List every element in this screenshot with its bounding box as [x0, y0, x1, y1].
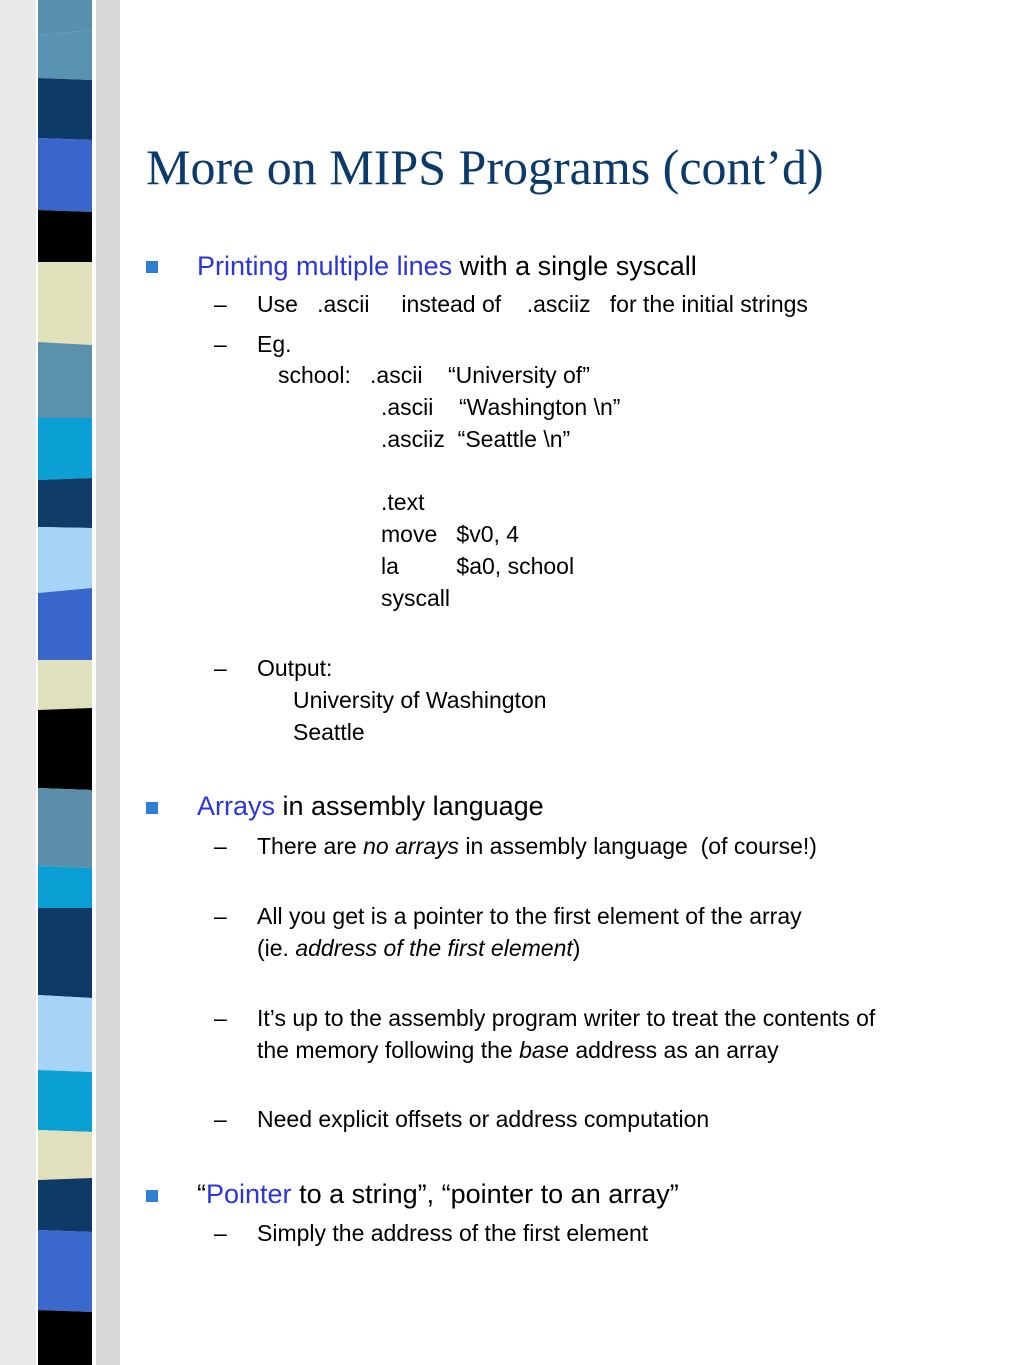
bullet-arrays [197, 793, 544, 820]
output-line: Seattle [293, 719, 365, 745]
code-line: la $a0, school [381, 553, 575, 579]
dash-icon: – [214, 331, 227, 357]
text-segment: address as an array [568, 1037, 779, 1063]
italic-text: no arrays [363, 833, 459, 859]
sub-bullet-output: Output: [257, 655, 333, 681]
output-line: University of Washington [293, 687, 547, 713]
italic-text: base [519, 1037, 569, 1063]
code-line: .text [381, 489, 425, 515]
bullet-printing-multiple-lines [197, 253, 697, 280]
highlight-text: Arrays [197, 791, 276, 821]
sub-bullet-program-writer: It’s up to the assembly program writer to treat the contents of [257, 1005, 876, 1031]
dash-icon: – [214, 903, 227, 929]
text-segment: (ie. [257, 935, 296, 961]
bullet-text: with a single syscall [452, 251, 697, 281]
dash-icon: – [214, 1220, 227, 1246]
sub-bullet-eg: Eg. [257, 331, 292, 357]
code-line: move $v0, 4 [381, 521, 520, 547]
code-line: syscall [381, 585, 451, 611]
sub-bullet-address-first-element: Simply the address of the first element [257, 1220, 649, 1246]
dash-icon: – [214, 1005, 227, 1031]
italic-text: address of the first element [295, 935, 573, 961]
dash-icon: – [214, 833, 227, 859]
code-line: school: .ascii “University of” [278, 362, 590, 388]
bullet-square-icon [146, 802, 158, 814]
bullet-pointer [197, 1181, 679, 1208]
sub-bullet-program-writer-cont [257, 1039, 779, 1062]
sub-bullet-pointer-first-element-cont [257, 937, 580, 960]
decorative-stripe [0, 0, 120, 1365]
bullet-text: to a string”, “pointer to an array” [291, 1179, 679, 1209]
bullet-text: in assembly language [275, 791, 544, 821]
sub-bullet-explicit-offsets: Need explicit offsets or address computation [257, 1106, 710, 1132]
dash-icon: – [214, 655, 227, 681]
text-segment: “ [197, 1179, 206, 1209]
text-segment: the memory following the [257, 1037, 520, 1063]
highlight-text: Pointer [206, 1179, 292, 1209]
sub-bullet-no-arrays [257, 835, 817, 858]
dash-icon: – [214, 291, 227, 317]
dash-icon: – [214, 1106, 227, 1132]
code-line: .asciiz “Seattle \n” [381, 426, 571, 452]
text-segment: in assembly language (of course!) [458, 833, 817, 859]
bullet-square-icon [146, 1190, 158, 1202]
code-line: .ascii “Washington \n” [381, 394, 621, 420]
bullet-square-icon [146, 261, 158, 273]
sub-bullet-pointer-first-element: All you get is a pointer to the first element of the array [257, 903, 802, 929]
text-segment: There are [257, 833, 364, 859]
slide-title: More on MIPS Programs (cont’d) [146, 139, 824, 195]
text-segment: ) [572, 935, 581, 961]
sub-bullet-use-ascii: Use .ascii instead of .asciiz for the initial strings [257, 291, 808, 317]
highlight-text: Printing multiple lines [197, 251, 453, 281]
